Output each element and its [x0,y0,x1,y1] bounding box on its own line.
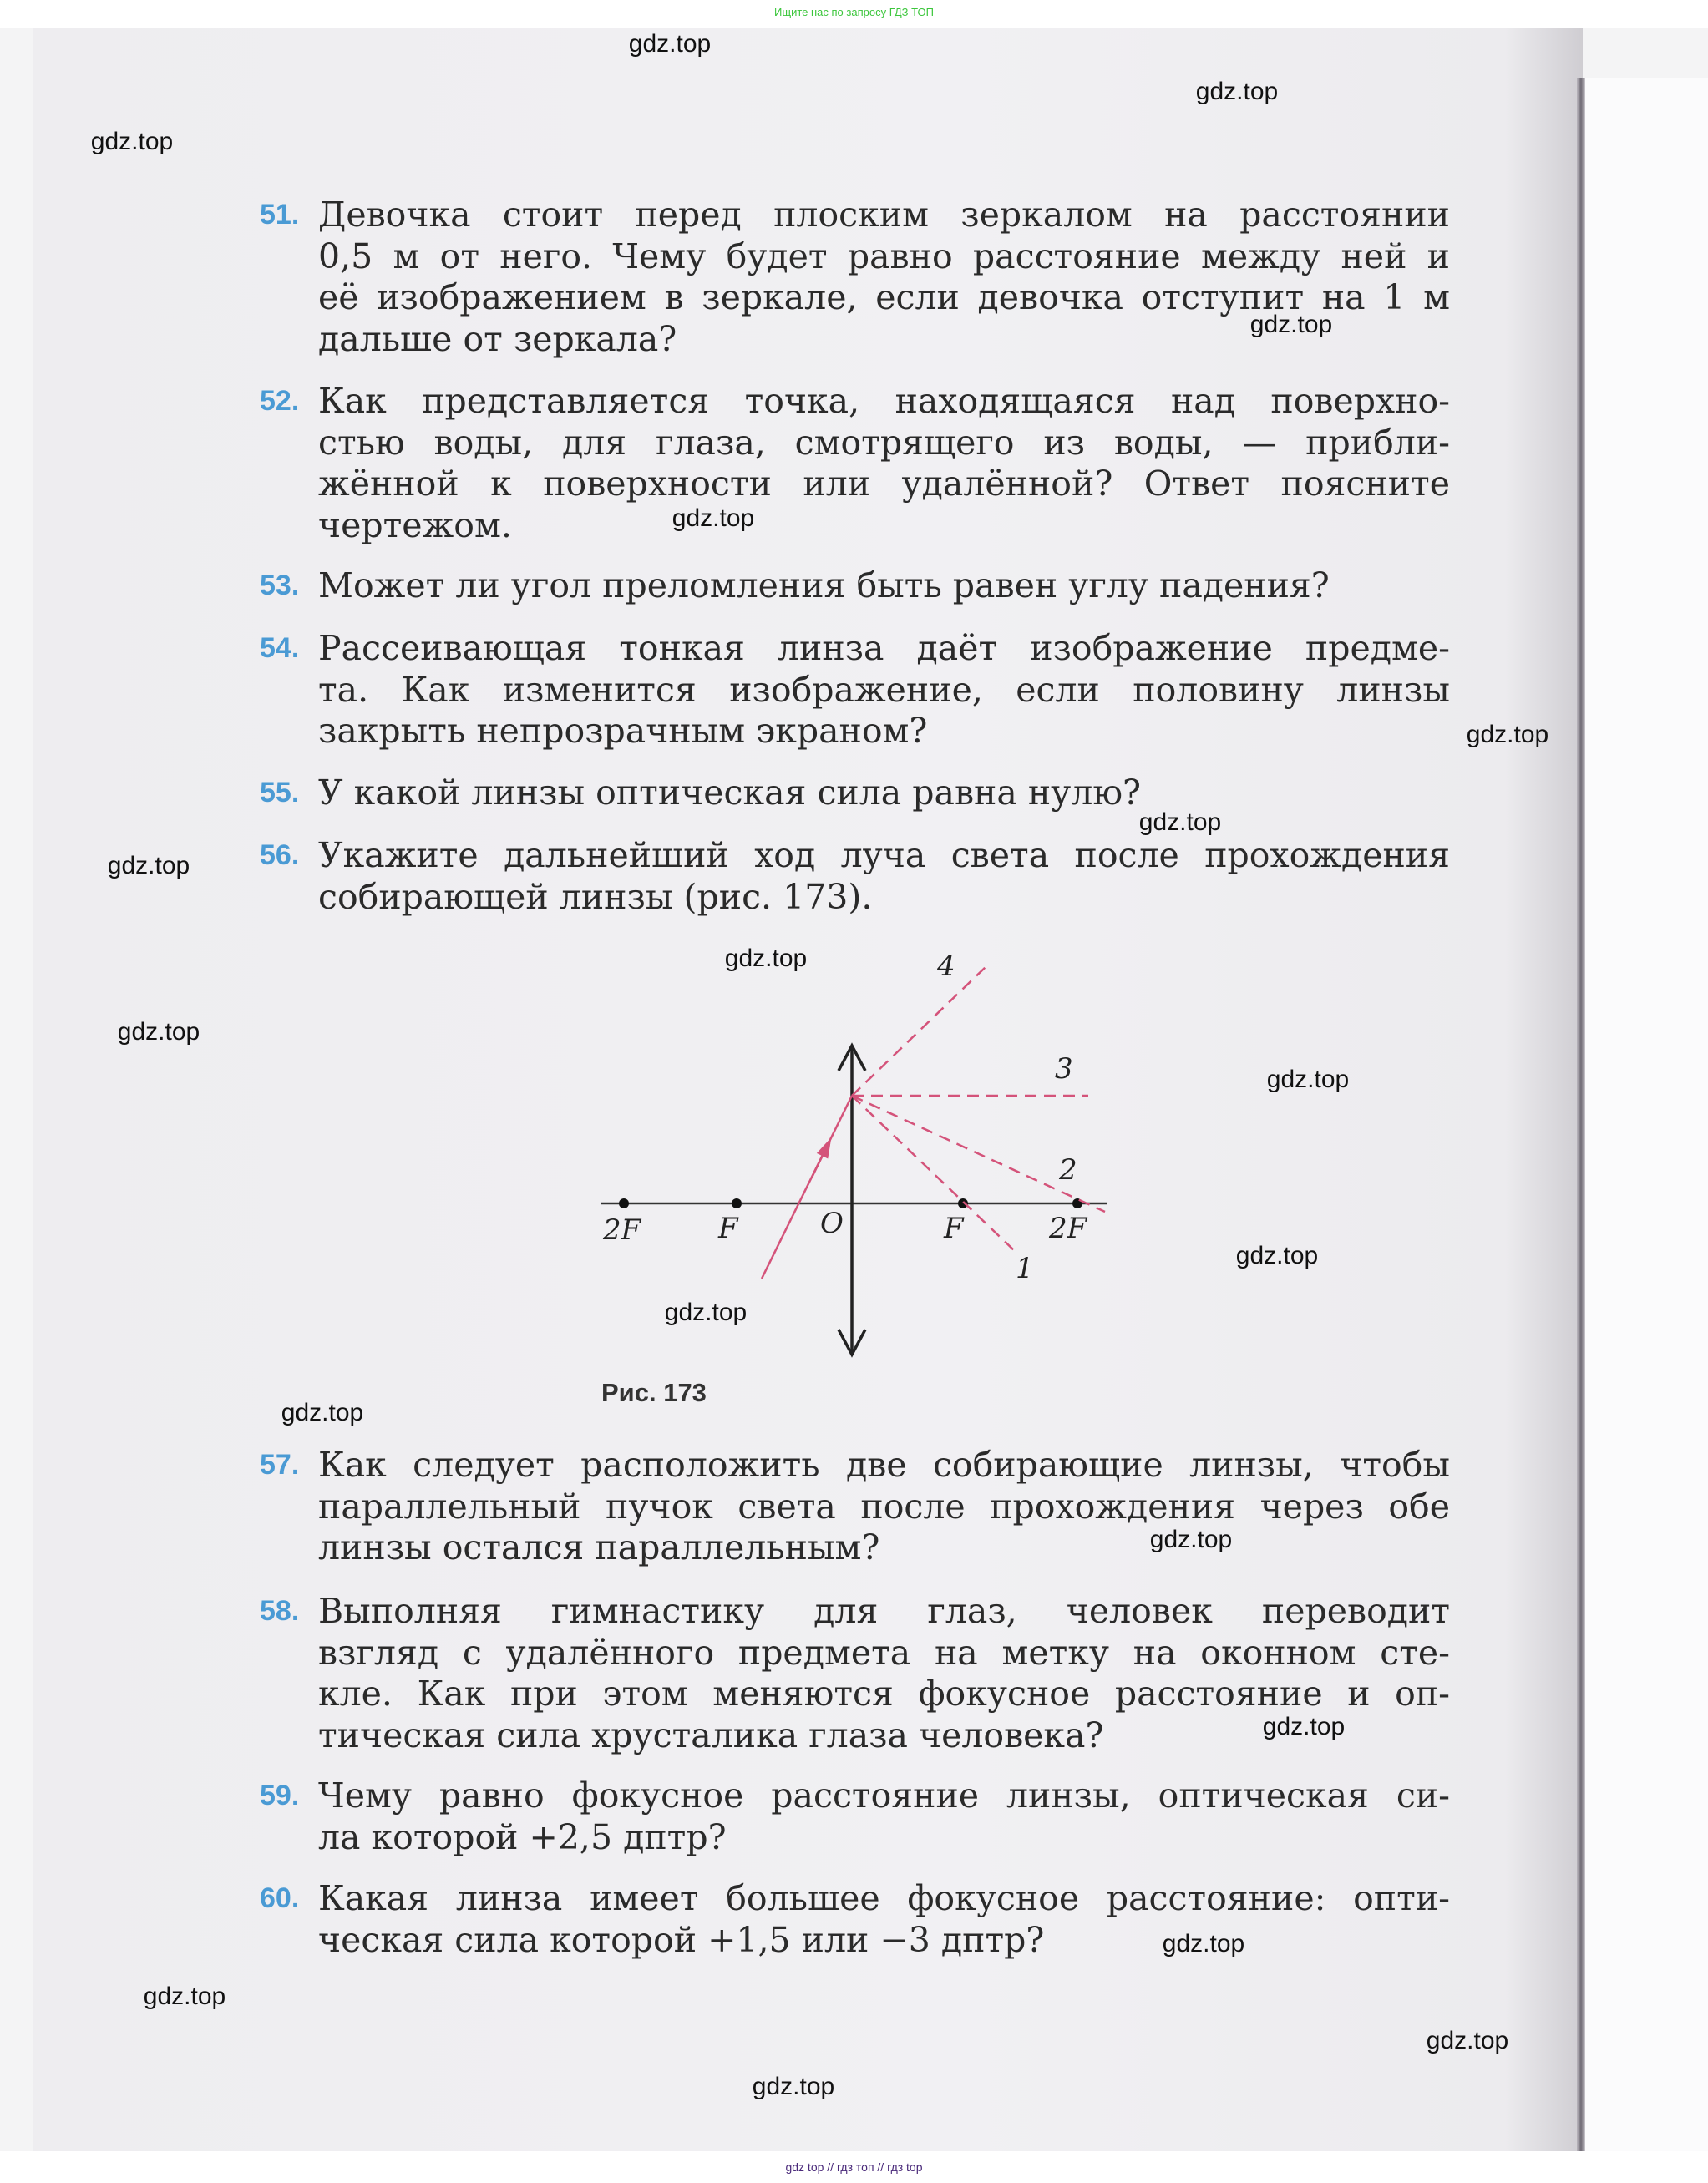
problem-text-line: дальше от зеркала? [318,318,677,359]
problem-number: 57. [260,1449,300,1481]
problem-text-line: ла которой +2,5 дптр? [318,1816,727,1857]
problem-text-line: параллельный пучок света после прохождения через обе [318,1486,1450,1527]
point-f-left [732,1198,742,1208]
watermark: gdz.top [1249,311,1333,338]
label-o: O [820,1207,844,1240]
problem-text-line: Чему равно фокусное расстояние линзы, оптическая си- [318,1775,1450,1816]
watermark: gdz.top [1149,1526,1233,1553]
watermark: gdz.top [1262,1713,1346,1740]
problem-text-line: Может ли угол преломления быть равен углу падения? [318,565,1330,605]
watermark: gdz.top [1138,808,1222,836]
watermark: gdz.top [143,1983,226,2010]
problem-text-line: Как представляется точка, находящаяся над поверхно- [318,381,1450,421]
watermark: gdz.top [281,1399,364,1426]
problem-number: 53. [260,570,300,601]
top-banner[interactable]: Ищите нас по запросу ГДЗ ТОП [774,6,934,18]
ray-4 [852,966,986,1096]
label-2f-right: 2F [1049,1212,1087,1245]
problem-number: 54. [260,632,300,664]
problem-text-line: закрыть непрозрачным экраном? [318,711,928,751]
label-ray-1: 1 [1016,1252,1034,1285]
watermark: gdz.top [1235,1242,1319,1269]
problem-text-line: Девочка стоит перед плоским зеркалом на расстоянии [318,195,1450,235]
watermark: gdz.top [1195,78,1279,105]
problem-text-line: кле. Как при этом меняются фокусное расстояние и оп- [318,1674,1450,1714]
incident-ray [762,1096,852,1279]
problem-text-line: Выполняя гимнастику для глаз, человек переводит [318,1591,1450,1631]
watermark: gdz.top [752,2073,835,2100]
problem-text-line: её изображением в зеркале, если девочка отступит на 1 м [318,277,1450,317]
problem-text-line: та. Как изменится изображение, если половину линзы [318,669,1450,710]
watermark: gdz.top [1466,721,1549,748]
problem-number: 58. [260,1595,300,1627]
label-f-right: F [944,1212,964,1245]
problem-text-line: взгляд с удалённого предмета на метку на оконном сте- [318,1632,1450,1673]
problem-text-line: жённой к поверхности или удалённой? Ответ поясните [318,463,1450,504]
watermark: gdz.top [117,1018,200,1046]
point-2f-left [619,1198,629,1208]
problem-number: 51. [260,199,300,230]
watermark: gdz.top [107,852,190,879]
problem-text-line: линзы остался параллельным? [318,1527,880,1568]
label-ray-2: 2 [1059,1153,1077,1187]
incident-ray-arrow [812,1147,827,1178]
problem-text-line: стью воды, для глаза, смотрящего из воды, — прибли- [318,422,1450,463]
problem-text-line: собирающей линзы (рис. 173). [318,876,873,917]
label-ray-3: 3 [1055,1052,1073,1086]
watermark: gdz.top [90,128,174,155]
label-ray-4: 4 [937,950,955,983]
watermark: gdz.top [724,945,808,972]
watermark: gdz.top [1426,2027,1509,2054]
figure-caption: Рис. 173 [601,1378,707,1407]
problem-text-line: Рассеивающая тонкая линза даёт изображение предме- [318,628,1450,668]
watermark: gdz.top [672,504,755,532]
watermark: gdz.top [664,1299,748,1326]
problem-number: 52. [260,385,300,417]
problem-text-line: Укажите дальнейший ход луча света после прохождения [318,835,1450,875]
problem-text-line: ческая сила которой +1,5 или −3 дптр? [318,1919,1045,1960]
problem-text-line: Какая линза имеет большее фокусное расстояние: опти- [318,1878,1450,1918]
problem-number: 59. [260,1780,300,1811]
bottom-banner[interactable]: gdz top // гдз топ // гдз top [785,2160,923,2174]
problem-number: 55. [260,777,300,808]
problem-text-line: 0,5 м от него. Чему будет равно расстояние между ней и [318,236,1450,276]
point-f-right [958,1198,968,1208]
label-f-left: F [718,1212,738,1245]
watermark: gdz.top [1266,1066,1350,1093]
label-2f-left: 2F [603,1213,641,1247]
ray-1 [852,1096,1015,1251]
problem-number: 56. [260,839,300,871]
watermark: gdz.top [1162,1930,1245,1958]
problem-text-line: У какой линзы оптическая сила равна нулю? [318,772,1142,813]
problem-text-line: Как следует расположить две собирающие линзы, чтобы [318,1445,1450,1485]
watermark: gdz.top [628,30,712,58]
problem-text-line: тическая сила хрусталика глаза человека? [318,1714,1104,1755]
problem-text-line: чертежом. [318,504,512,545]
problem-number: 60. [260,1882,300,1914]
